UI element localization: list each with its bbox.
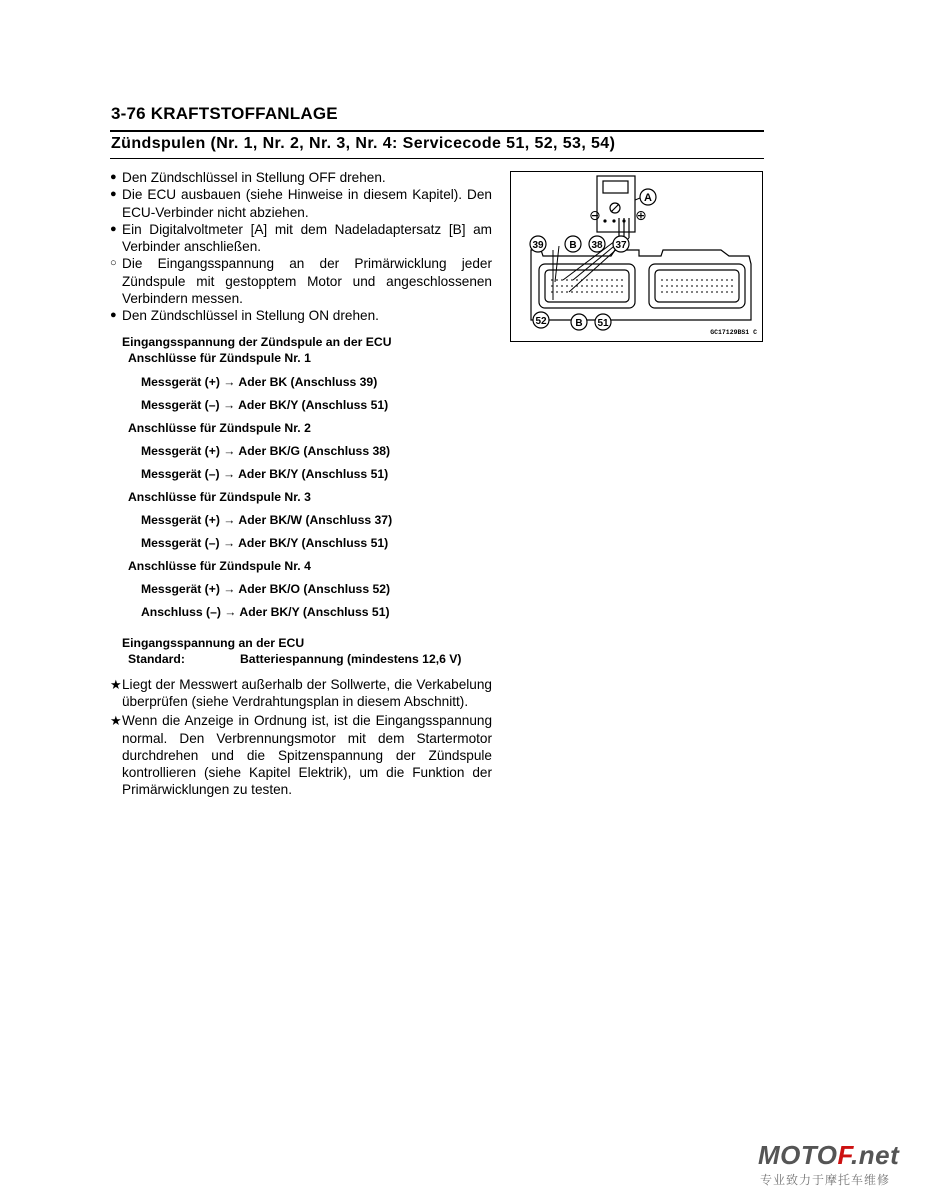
star-icon: ★ [110, 713, 122, 729]
coil-plus: Messgerät (+) → Ader BK/O (Anschluss 52) [141, 581, 391, 596]
star-icon: ★ [110, 676, 122, 692]
spec-value: Batteriespannung (mindestens 12,6 V) [240, 651, 462, 666]
spec-block-ecu [122, 635, 492, 668]
step-item: ● Die ECU ausbauen (siehe Hinweise in diesem Kapitel). Den ECU-Verbinder nicht abziehen. [110, 187, 492, 220]
coil-heading: Anschlüsse für Zündspule Nr. 2 [128, 420, 311, 435]
note-item: ★ Liegt der Messwert außerhalb der Sollwerte, die Verkabelung überprüfen (siehe Verdrahtungsplan in diesem Abschnitt). [110, 676, 492, 709]
spec-title: Eingangsspannung an der ECU [122, 635, 305, 650]
ecu-connector-housing [531, 250, 751, 320]
svg-text:52: 52 [535, 316, 547, 327]
svg-text:39: 39 [532, 240, 544, 251]
bullet-icon: ● [110, 171, 117, 183]
svg-text:A: A [644, 192, 652, 204]
callout-52 [533, 312, 549, 328]
callout-a [640, 189, 656, 205]
bullet-icon: ● [110, 309, 117, 322]
callout-b-top [565, 236, 581, 252]
note-item: ★ Wenn die Anzeige in Ordnung ist, ist die Eingangsspannung normal. Den Verbrennungsmotor mit dem Startermotor durchdrehen und die Spitzenspannung der Zündspule kontrollieren (siehe Kapitel Elektrik), um die Funktion der Primärwicklungen zu testen. [110, 713, 492, 798]
callout-37 [613, 236, 629, 252]
svg-text:51: 51 [597, 318, 609, 329]
subtitle-rule [110, 158, 764, 159]
spec-standard-row [128, 651, 492, 668]
plus-terminal-icon: ⊕ [635, 208, 647, 224]
main-column [110, 169, 492, 799]
svg-text:B: B [569, 240, 577, 251]
coil-minus: Anschluss (–) → Ader BK/Y (Anschluss 51) [141, 604, 390, 619]
svg-text:37: 37 [615, 240, 627, 251]
minus-terminal-icon: ⊖ [589, 208, 601, 224]
figure-code: GC17129BS1 C [710, 329, 757, 336]
spec-label: Standard: [128, 651, 185, 666]
callout-39 [530, 236, 546, 252]
title-rule [110, 130, 764, 132]
callout-51 [595, 314, 611, 330]
watermark-logo: MOTOF.net [758, 1140, 900, 1170]
coil-plus: Messgerät (+) → Ader BK/W (Anschluss 37) [141, 512, 393, 527]
voltmeter-icon [597, 176, 635, 238]
terminal-pins [551, 280, 733, 292]
callout-b-bottom [571, 314, 587, 330]
spec-block-coil [122, 334, 492, 621]
ecu-connector-figure [510, 171, 763, 342]
coil-plus: Messgerät (+) → Ader BK/G (Anschluss 38) [141, 443, 391, 458]
coil-heading: Anschlüsse für Zündspule Nr. 3 [128, 489, 311, 504]
bullet-icon: ● [110, 188, 117, 201]
subtitle: Zündspulen (Nr. 1, Nr. 2, Nr. 3, Nr. 4: Servicecode 51, 52, 53, 54) [111, 135, 616, 152]
svg-text:38: 38 [591, 240, 603, 251]
hollow-bullet-icon: ○ [110, 257, 117, 270]
connector-diagram [511, 172, 762, 341]
coil-plus: Messgerät (+) → Ader BK (Anschluss 39) [141, 374, 378, 389]
step-item: ● Den Zündschlüssel in Stellung OFF drehen. [110, 170, 386, 185]
step-item: ○ Die Eingangsspannung an der Primärwicklung jeder Zündspule mit gestopptem Motor und angeschlossenen Verbindern messen. [110, 256, 492, 307]
watermark-tagline: 专业致力于摩托车维修 [760, 1173, 891, 1187]
bullet-icon: ● [110, 222, 117, 235]
svg-text:B: B [575, 318, 583, 329]
coil-minus: Messgerät (–) → Ader BK/Y (Anschluss 51) [141, 535, 389, 550]
callout-38 [589, 236, 605, 252]
spec-title: Eingangsspannung der Zündspule an der ECU [122, 334, 392, 349]
step-item: ● Ein Digitalvoltmeter [A] mit dem Nadeladaptersatz [B] am Verbinder anschließen. [110, 221, 492, 255]
coil-heading: Anschlüsse für Zündspule Nr. 1 [128, 350, 311, 365]
section-title: 3-76 KRAFTSTOFFANLAGE [111, 104, 338, 123]
step-item: ● Den Zündschlüssel in Stellung ON drehen. [110, 308, 379, 324]
coil-minus: Messgerät (–) → Ader BK/Y (Anschluss 51) [141, 466, 389, 481]
coil-minus: Messgerät (–) → Ader BK/Y (Anschluss 51) [141, 397, 389, 412]
coil-heading: Anschlüsse für Zündspule Nr. 4 [128, 558, 311, 573]
